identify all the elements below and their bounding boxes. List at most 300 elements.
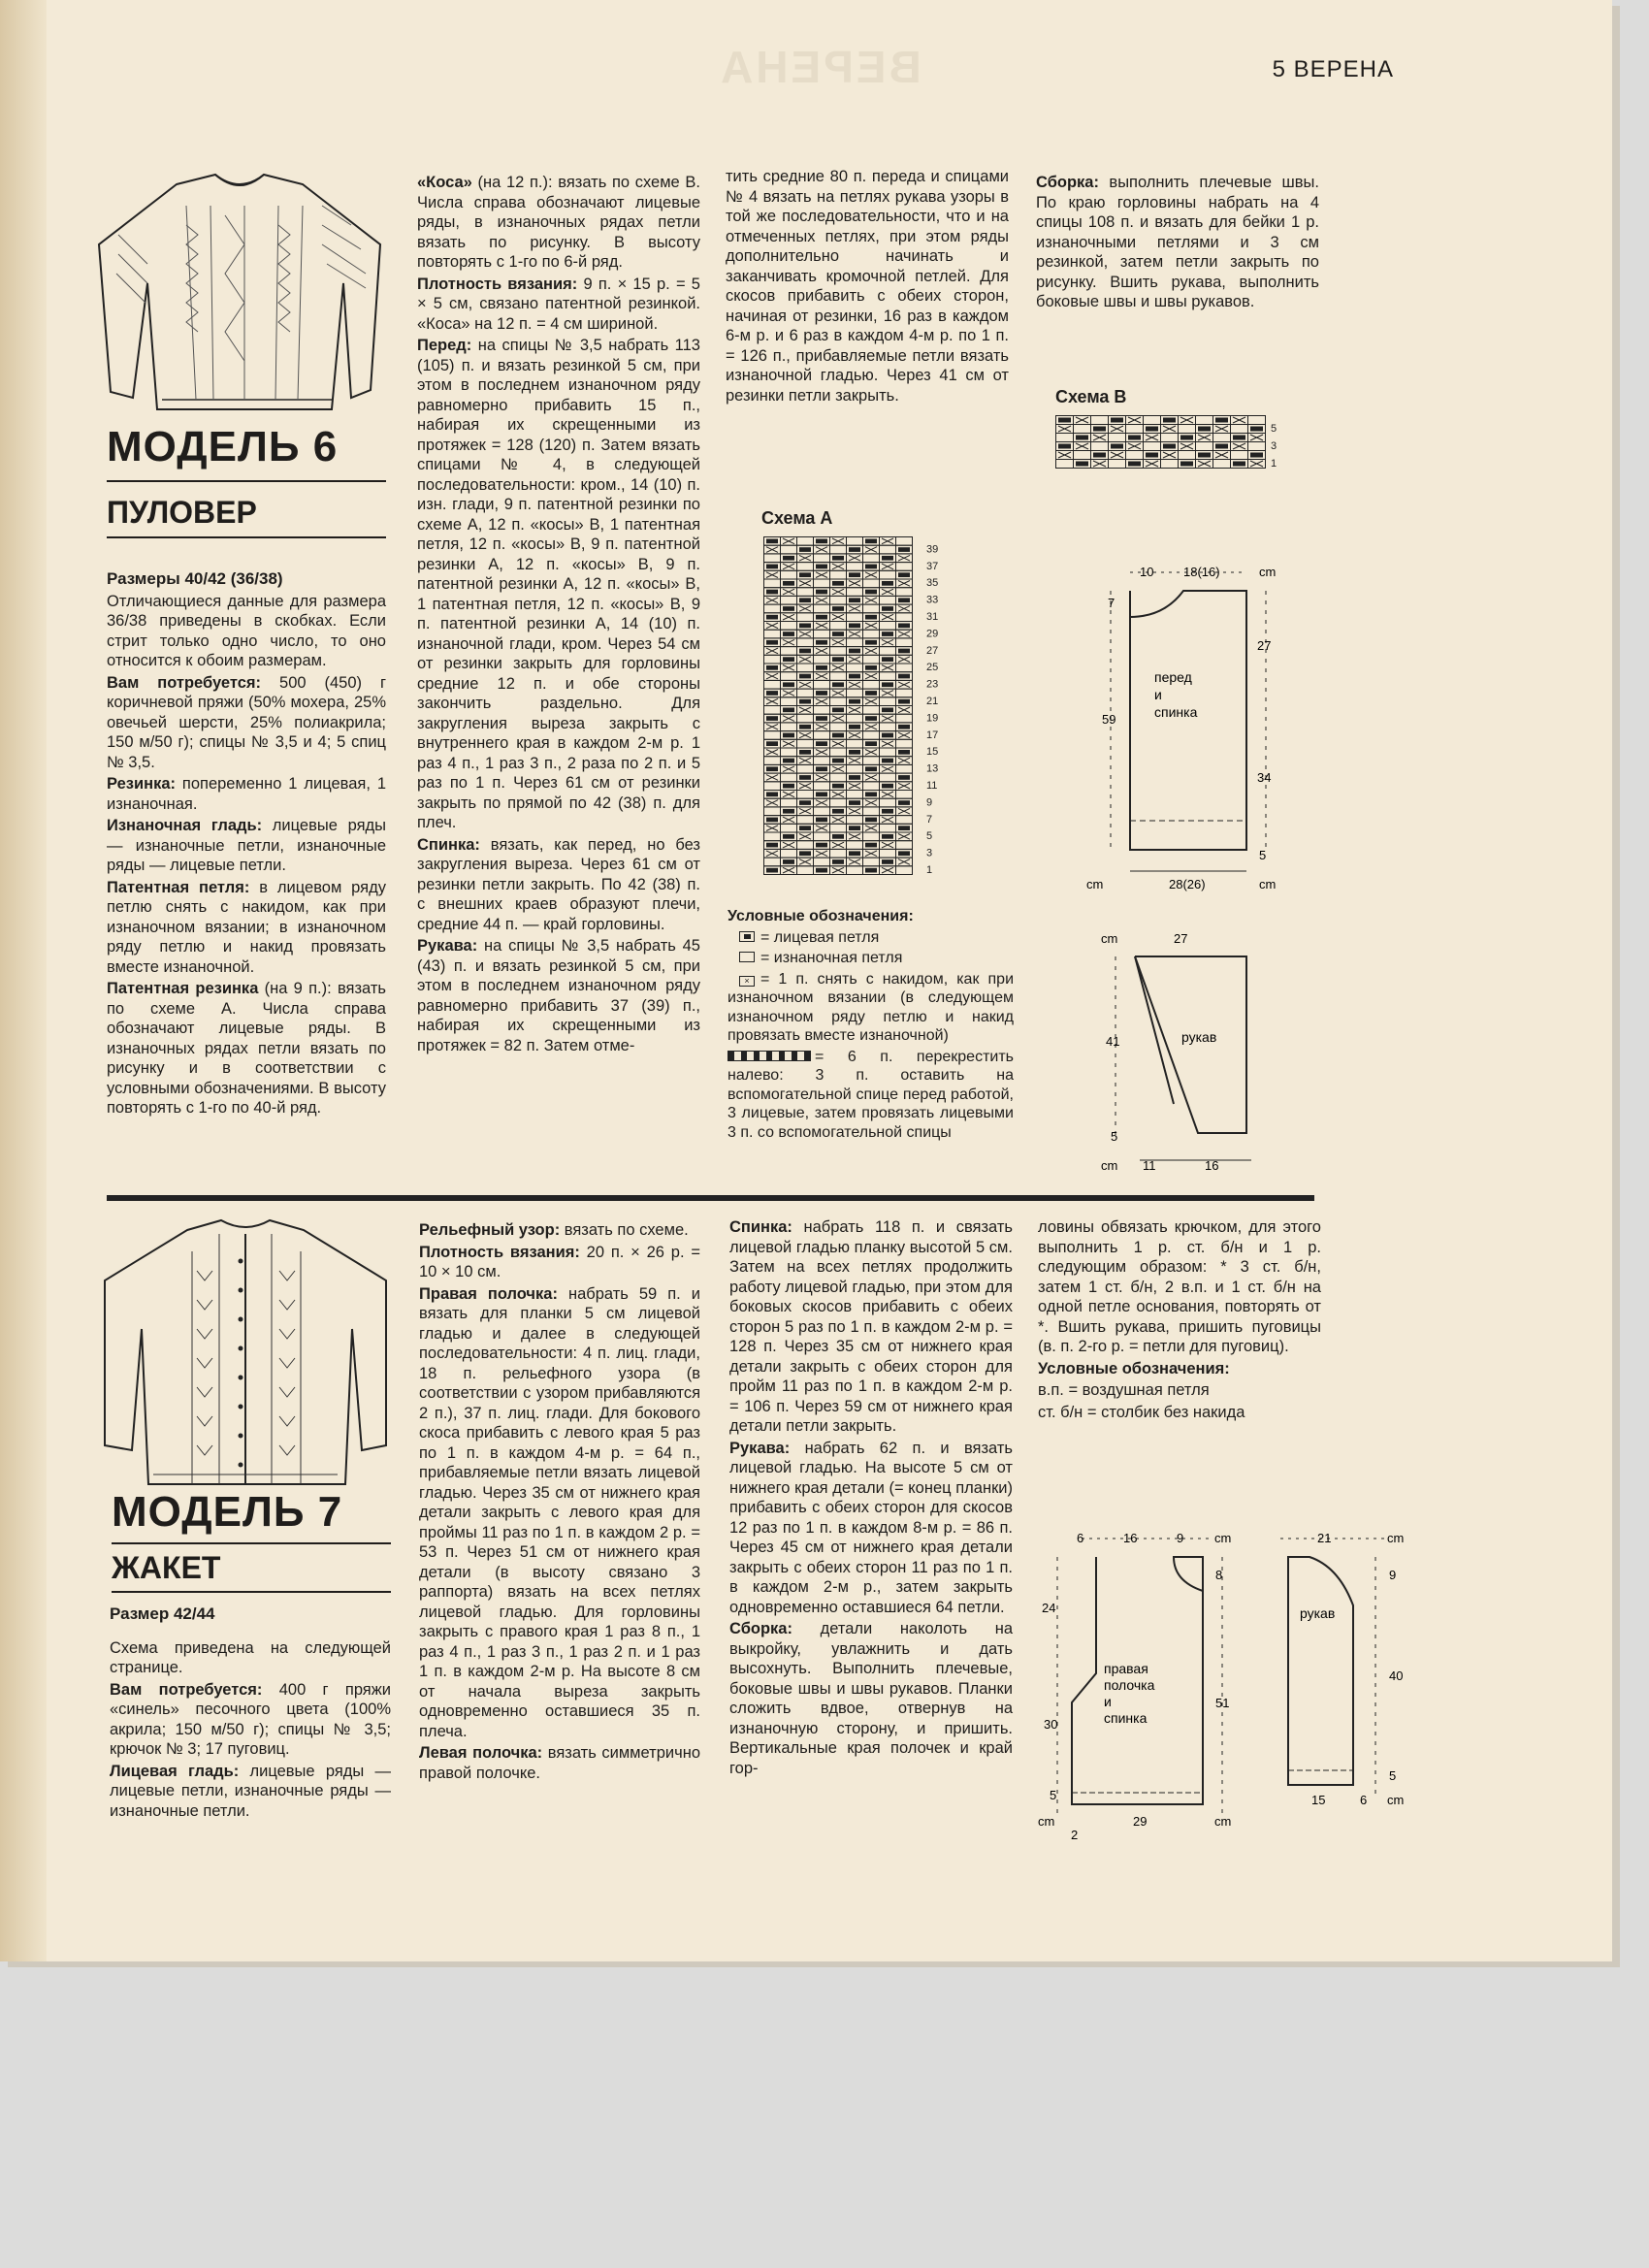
- knit-mark: [766, 716, 778, 721]
- grid-cell: [896, 563, 913, 571]
- knit-mark: [865, 716, 877, 721]
- knit-mark: [1233, 462, 1245, 467]
- knit-mark: [898, 699, 910, 704]
- knit-mark: [816, 640, 827, 645]
- knit-mark: [832, 556, 844, 561]
- grid-cell: [764, 630, 781, 638]
- grid-cell: [781, 596, 797, 604]
- grid-cell: [863, 630, 880, 638]
- knit-mark: [783, 834, 794, 839]
- grid-cell: [863, 782, 880, 791]
- knit-mark: [849, 851, 860, 856]
- paragraph-text: вязать, как перед, но без закругления выреза. Через 61 см от резинки петли закрыть. По 42 (38) п. с внешних краев образуют плечи, средние 44 п. — край горловины.: [417, 835, 700, 933]
- paragraph-heading: Рукава:: [729, 1439, 791, 1457]
- grid-cell: [847, 563, 863, 571]
- grid-cell: [1091, 442, 1109, 451]
- knit-mark: [882, 708, 893, 713]
- paragraph-heading: Сборка:: [729, 1620, 792, 1637]
- grid-cell: [847, 689, 863, 697]
- knit-mark: [766, 615, 778, 620]
- knit-mark: [1163, 418, 1176, 423]
- dim-label: 16: [1123, 1531, 1138, 1545]
- knit-mark: [1076, 462, 1088, 467]
- grid-cell: [896, 689, 913, 697]
- knit-mark: [865, 818, 877, 823]
- paragraph-text: лицевые ряды — лицевые петли, изнаночные ряды — изнаночные петли.: [110, 1762, 391, 1820]
- grid-cell: [863, 554, 880, 563]
- dim-label: cm: [1101, 931, 1118, 946]
- row-number: 11: [926, 780, 938, 792]
- paragraph-text: ст. б/н = столбик без накида: [1038, 1403, 1245, 1421]
- paragraph-text: вязать по схеме.: [560, 1221, 689, 1239]
- row-number: 23: [926, 678, 939, 691]
- knit-mark: [766, 793, 778, 797]
- knit-mark: [849, 775, 860, 780]
- grid-cell: [863, 858, 880, 866]
- paragraph-text: лицевые ряды — изнаночные петли, изнаночные ряды — лицевые петли.: [107, 817, 386, 874]
- grid-cell: [863, 579, 880, 588]
- grid-cell: [847, 638, 863, 647]
- model7-column-2: [419, 1220, 700, 1785]
- piece-label: правая: [1104, 1661, 1148, 1676]
- grid-cell: [1126, 425, 1144, 434]
- paragraph-text: 500 (450) г коричневой пряжи (50% мохера, 25% овечьей шерсти, 25% полиакрила; 150 м/50 г); спицы № 3,5 и 4; 5 спиц № 3,5.: [107, 673, 386, 771]
- row-number: 3: [1271, 440, 1277, 452]
- knit-mark: [849, 649, 860, 654]
- paragraph-heading: Рельефный узор:: [419, 1221, 561, 1239]
- dim-label: 30: [1044, 1717, 1058, 1732]
- paragraph: [1038, 1380, 1321, 1401]
- paragraph-text: ловины обвязать крючком, для этого выполнить 1 р. ст. б/н и 1 р. следующим образом: * 3 ст. б/н, затем 1 ст. б/н, 2 в.п. и 1 ст. б/н на одной петле основания, повторять от *. Вшить рукава, пришить пуговицы (в. п. 2-го р. = петли для пуговиц).: [1038, 1218, 1321, 1355]
- grid-cell: [880, 748, 896, 757]
- knit-mark: [799, 851, 811, 856]
- bleed-through-text: ВЕРЕНА: [718, 42, 922, 92]
- dim-label: 27: [1257, 638, 1272, 653]
- model7-sleeve-pattern: [1271, 1523, 1431, 1814]
- row-number: 33: [926, 594, 939, 606]
- model6-sleeve-pattern: [1096, 929, 1290, 1177]
- divider: [112, 1591, 391, 1593]
- dim-label: cm: [1387, 1531, 1405, 1545]
- knit-mark: [1093, 453, 1106, 458]
- model6-subtitle: ПУЛОВЕР: [107, 495, 257, 530]
- grid-cell: [847, 613, 863, 622]
- row-number: 5: [926, 830, 933, 843]
- grid-cell: [847, 739, 863, 748]
- paragraph-heading: Изнаночная гладь:: [107, 817, 263, 834]
- knit-mark: [832, 632, 844, 636]
- knit-mark: [1128, 436, 1141, 440]
- knit-mark: [865, 793, 877, 797]
- divider: [107, 480, 386, 482]
- grid-cell: [797, 537, 814, 546]
- grid-cell: [863, 604, 880, 613]
- row-number: 21: [926, 696, 939, 707]
- jacket-illustration: [95, 1213, 396, 1494]
- knit-mark: [898, 750, 910, 755]
- knit-mark: [783, 809, 794, 814]
- knit-mark: [882, 682, 893, 687]
- paragraph: [107, 979, 386, 1118]
- grid-cell: [1196, 416, 1213, 425]
- row-number: 5: [1271, 423, 1277, 435]
- knit-mark: [816, 766, 827, 771]
- grid-cell: [896, 816, 913, 825]
- knit-mark: [832, 657, 844, 662]
- row-number: 1: [1271, 458, 1277, 470]
- knit-mark: [766, 539, 778, 544]
- model6-sizes: Размеры 40/42 (36/38): [107, 569, 283, 588]
- grid-cell: [797, 791, 814, 799]
- knit-mark: [799, 699, 811, 704]
- knit-mark: [882, 834, 893, 839]
- knit-mark: [1146, 427, 1158, 432]
- knit-mark: [832, 708, 844, 713]
- grid-cell: [847, 841, 863, 850]
- paragraph-text: выполнить плечевые швы. По краю горловины набрать на 4 спицы 108 п. и вязать для бейки 1 р. изнаночными петлями и 3 см резинкой, затем петли закрыть по рисунку. Вшить рукава, выполнить боковые швы и швы рукавов.: [1036, 174, 1319, 310]
- knit-mark: [799, 750, 811, 755]
- knit-mark: [766, 565, 778, 569]
- grid-cell: [863, 680, 880, 689]
- knit-mark: [766, 868, 778, 873]
- paragraph: [110, 1680, 391, 1760]
- knit-mark: [766, 691, 778, 696]
- knit-mark: [832, 581, 844, 586]
- schema-a-label: Схема А: [761, 508, 833, 528]
- dim-label: 10: [1140, 565, 1154, 579]
- knit-mark: [849, 699, 860, 704]
- grid-cell: [880, 773, 896, 782]
- grid-cell: [781, 773, 797, 782]
- grid-cell: [1091, 416, 1109, 425]
- grid-cell: [814, 807, 830, 816]
- dim-label: 5: [1111, 1129, 1118, 1144]
- grid-cell: [830, 824, 847, 832]
- dim-label: cm: [1387, 1793, 1405, 1807]
- knit-mark: [832, 682, 844, 687]
- paragraph-text: Схема приведена на следующей странице.: [110, 1638, 391, 1676]
- knit-mark: [832, 759, 844, 763]
- knit-mark: [882, 733, 893, 738]
- grid-cell: [1231, 451, 1248, 460]
- grid-cell: [863, 807, 880, 816]
- knit-mark: [783, 556, 794, 561]
- legend-title: Условные обозначения:: [728, 908, 914, 924]
- knit-mark: [783, 784, 794, 789]
- knit-mark: [766, 640, 778, 645]
- knit-mark: [882, 859, 893, 864]
- grid-cell: [896, 764, 913, 773]
- knit-mark: [816, 539, 827, 544]
- schema-b-label: Схема В: [1055, 387, 1127, 406]
- dim-label: cm: [1259, 877, 1277, 891]
- divider: [107, 536, 386, 538]
- grid-cell: [863, 655, 880, 664]
- knit-mark: [816, 615, 827, 620]
- grid-cell: [880, 849, 896, 858]
- grid-cell: [797, 689, 814, 697]
- grid-cell: [764, 706, 781, 715]
- dim-label: 51: [1215, 1696, 1230, 1710]
- knit-mark: [882, 759, 893, 763]
- grid-cell: [896, 638, 913, 647]
- knit-mark: [865, 665, 877, 670]
- grid-cell: [814, 782, 830, 791]
- grid-cell: [797, 664, 814, 672]
- knit-mark: [766, 818, 778, 823]
- paragraph: [419, 1220, 700, 1241]
- knit-mark: [1163, 444, 1176, 449]
- knit-mark: [898, 547, 910, 552]
- grid-cell: [830, 622, 847, 631]
- dim-label: cm: [1038, 1814, 1055, 1829]
- model6-front-back-pattern: [1086, 559, 1300, 893]
- grid-cell: [830, 672, 847, 681]
- grid-cell: [830, 723, 847, 731]
- knit-mark: [865, 691, 877, 696]
- model6-column-1: [107, 569, 386, 1120]
- grid-cell: [814, 757, 830, 765]
- grid-cell: [781, 647, 797, 656]
- piece-label: спинка: [1154, 704, 1198, 720]
- piece-label: перед: [1154, 669, 1192, 685]
- row-number: 17: [926, 729, 939, 741]
- paragraph-text: детали наколоть на выкройку, увлажнить и дать высохнуть. Выполнить плечевые, боковые швы и швы рукавов. Планки сложить вдвое, отвернув на изнаночную сторону, и пришить. Вертикальные края полочек и край гор-: [729, 1620, 1013, 1777]
- grid-cell: [847, 537, 863, 546]
- grid-cell: [830, 697, 847, 706]
- grid-cell: [896, 841, 913, 850]
- grid-cell: [781, 824, 797, 832]
- paragraph: [1036, 173, 1319, 312]
- dim-label: 24: [1042, 1601, 1056, 1615]
- grid-cell: [847, 664, 863, 672]
- grid-cell: [896, 537, 913, 546]
- knit-mark: [1198, 453, 1211, 458]
- dim-label: 8: [1215, 1568, 1223, 1582]
- knit-mark: [783, 581, 794, 586]
- knit-mark: [766, 766, 778, 771]
- grid-cell: [764, 731, 781, 740]
- dim-label: 21: [1317, 1531, 1332, 1545]
- model7-subtitle: ЖАКЕТ: [112, 1550, 221, 1585]
- schema-a-grid: [763, 536, 957, 884]
- grid-cell: [764, 858, 781, 866]
- grid-cell: [797, 764, 814, 773]
- dim-label: cm: [1214, 1814, 1232, 1829]
- knit-mark: [783, 606, 794, 611]
- knit-mark: [799, 775, 811, 780]
- paragraph-text: набрать 118 п. и связать лицевой гладью планку высотой 5 см. Затем на всех петлях продолжить работу лицевой гладью, при этом для боковых скосов прибавить с обеих сторон 5 раз по 1 п. в каждом 2-м р. = 128 п. Через 35 см от нижнего края детали закрыть с обеих сторон для пройм 11 раз по 1 п. в каждом 2-м р. = 106 п. Через 59 см от нижнего края детали петли закрыть.: [729, 1218, 1013, 1435]
- paragraph-text: 400 г пряжи «синель» песочного цвета (100% акрила; 150 м/50 г); спицы № 3,5; крючок № 3; 17 пуговиц.: [110, 1680, 391, 1758]
- knit-mark: [849, 826, 860, 830]
- legend-item: = 6 п. перекрестить налево: 3 п. оставить на вспомогательной спице перед работой, 3 лицевые, затем провязать лицевыми 3 п. со вспомогательной спицы: [728, 1048, 1014, 1141]
- grid-cell: [797, 563, 814, 571]
- model6-column-4: [1036, 173, 1319, 314]
- paragraph: [107, 774, 386, 814]
- paragraph-heading: «Коса»: [417, 174, 472, 191]
- grid-cell: [781, 849, 797, 858]
- dim-label: 59: [1102, 712, 1116, 727]
- piece-label: полочка: [1104, 1677, 1155, 1693]
- grid-cell: [880, 697, 896, 706]
- row-number: 35: [926, 577, 939, 590]
- grid-cell: [896, 588, 913, 597]
- knit-mark: [865, 615, 877, 620]
- dim-label: 9: [1389, 1568, 1397, 1582]
- knit-mark: [882, 657, 893, 662]
- grid-cell: [830, 596, 847, 604]
- legend-item: = лицевая петля: [760, 928, 880, 946]
- paragraph-text: (на 9 п.): вязать по схеме А. Числа справа обозначают лицевые ряды. В изнаночных рядах петли вязать по рисунку и в соответствии с условными обозначениями. В высоту повторять с 1-го по 40-й ряд.: [107, 980, 386, 1117]
- knit-mark: [1180, 462, 1193, 467]
- knit-mark: [816, 741, 827, 746]
- paragraph-text: Отличающиеся данные для размера 36/38 приведены в скобках. Если стрит только одно число, то оно относится к обоим размерам.: [107, 592, 386, 669]
- dim-label: 15: [1311, 1793, 1326, 1807]
- paragraph-text: на спицы № 3,5 набрать 45 (43) п. и вязать резинкой 5 см, при этом в последнем изнаночном ряду равномерно прибавить 37 (39) п., набирая их скрещенными из протяжек = 82 п. Затем отме-: [417, 937, 700, 1054]
- grid-cell: [814, 655, 830, 664]
- paragraph-heading: Патентная петля:: [107, 878, 250, 896]
- grid-cell: [830, 773, 847, 782]
- paragraph-text: тить средние 80 п. переда и спицами № 4 вязать на петлях рукава узоры в той же последовательности, что и на отмеченных петлях, при этом ряды дополнительно начинать и заканчивать кромочной петлей. Для скосов прибавить с обеих сторон, начиная от резинки, 16 раз в каждом 6-м р. и 6 раз в каждом 4-м р. по 1 п. = 126 п., прибавляемые петли вязать изнаночной гладью. Через 41 см от резинки петли закрыть.: [726, 168, 1009, 405]
- knit-mark: [799, 598, 811, 602]
- knit-mark: [898, 800, 910, 805]
- knit-mark: [849, 547, 860, 552]
- knit-mark: [783, 682, 794, 687]
- paragraph: [419, 1284, 700, 1742]
- piece-label: рукав: [1181, 1029, 1217, 1045]
- paragraph-text: на спицы № 3,5 набрать 113 (105) п. и вязать резинкой 5 см, при этом в последнем изнаночном ряду равномерно прибавить 15 п., набирая их скрещенными из протяжек = 128 (120) п. Затем вязать спицами № 4, в следующей последовательности: кром., 14 (10) п. изн. глади, 9 п. патентной резинки по схеме А, 12 п. «косы» В, 1 патентная петля, 12 п. «косы» В, 9 п. патентной резинки А, 12 п. «косы» В, 9 п. патентной резинки А, 12 п. «косы» В, 1 патентная петля, 12 п. «косы» В, 9 п. патентной резинки А, 14 (10) п. изнаночной глади, кром. Через 54 см от резинки закрыть для горловины средние 12 п. и обе стороны закончить раздельно. Для закругления выреза закрыть с внутреннего края в каждом 2-м р. 1 раз 4 п., 1 раз 3 п., 2 раза по 2 п. и 5 раз по 1 п. Через 61 см от резинки закрыть по прямой по 42 (38) п. для плеч.: [417, 337, 700, 831]
- knit-mark: [799, 624, 811, 629]
- knit-mark: [849, 725, 860, 729]
- grid-cell: [814, 579, 830, 588]
- dim-label: 5: [1259, 848, 1267, 862]
- knit-mark: [799, 547, 811, 552]
- knit-mark: [849, 598, 860, 602]
- grid-cell: [781, 570, 797, 579]
- page-header: 5 ВЕРЕНА: [1272, 56, 1394, 82]
- row-number: 19: [926, 712, 939, 725]
- knit-mark: [816, 691, 827, 696]
- grid-cell: [1126, 451, 1144, 460]
- grid-cell: [814, 832, 830, 841]
- knit-mark: [832, 733, 844, 738]
- grid-cell: [814, 554, 830, 563]
- section-divider: [107, 1195, 1314, 1201]
- grid-cell: [781, 748, 797, 757]
- paragraph: [107, 592, 386, 671]
- paragraph-heading: Плотность вязания:: [417, 275, 578, 293]
- purl-stitch-icon: [739, 952, 755, 962]
- paragraph: [417, 173, 700, 273]
- grid-cell: [1074, 425, 1091, 434]
- grid-cell: [880, 824, 896, 832]
- grid-cell: [781, 672, 797, 681]
- paragraph-text: попеременно 1 лицевая, 1 изнаночная.: [107, 775, 386, 813]
- knit-mark: [1058, 444, 1071, 449]
- paragraph-heading: Патентная резинка: [107, 980, 259, 997]
- paragraph-heading: Вам потребуется:: [110, 1680, 263, 1699]
- knit-mark: [832, 859, 844, 864]
- knit-mark: [1093, 427, 1106, 432]
- grid-cell: [1161, 460, 1179, 469]
- knit-mark: [882, 581, 893, 586]
- paragraph: [107, 816, 386, 876]
- row-number: 31: [926, 611, 939, 623]
- knit-mark: [1146, 453, 1158, 458]
- knit-mark: [865, 640, 877, 645]
- paragraph-heading: Резинка:: [107, 775, 177, 793]
- dim-label: 9: [1177, 1531, 1184, 1545]
- paragraph: [417, 336, 700, 833]
- dim-label: 40: [1389, 1669, 1404, 1683]
- grid-cell: [830, 545, 847, 554]
- paragraph-text: в.п. = воздушная петля: [1038, 1381, 1210, 1399]
- row-number: 7: [926, 813, 933, 826]
- dim-label: 2: [1071, 1828, 1079, 1842]
- knit-mark: [1111, 444, 1123, 449]
- grid-cell: [880, 622, 896, 631]
- knit-mark: [849, 572, 860, 577]
- grid-cell: [880, 723, 896, 731]
- knit-mark: [898, 674, 910, 679]
- knit-mark: [1215, 418, 1228, 423]
- grid-cell: [797, 866, 814, 875]
- paragraph-heading: Сборка:: [1036, 174, 1099, 191]
- knit-mark: [849, 624, 860, 629]
- knit-mark: [832, 784, 844, 789]
- dim-label: 6: [1360, 1793, 1368, 1807]
- dim-label: 11: [1143, 1158, 1156, 1173]
- knit-mark: [799, 572, 811, 577]
- knit-mark: [865, 590, 877, 595]
- knit-mark: [816, 716, 827, 721]
- dim-label: 29: [1133, 1814, 1148, 1829]
- grid-cell: [847, 588, 863, 597]
- knit-mark: [865, 565, 877, 569]
- row-number: 37: [926, 560, 939, 572]
- knit-mark: [816, 793, 827, 797]
- dim-label: 28(26): [1169, 877, 1206, 891]
- grid-cell: [1196, 442, 1213, 451]
- grid-cell: [814, 630, 830, 638]
- grid-cell: [880, 545, 896, 554]
- model7-sizes: Размер 42/44: [110, 1604, 215, 1623]
- grid-cell: [814, 731, 830, 740]
- knit-mark: [849, 750, 860, 755]
- grid-cell: [764, 579, 781, 588]
- grid-cell: [781, 697, 797, 706]
- knit-mark: [783, 733, 794, 738]
- grid-cell: [830, 570, 847, 579]
- grid-cell: [1144, 416, 1161, 425]
- model7-front-pattern: [1038, 1523, 1251, 1843]
- knit-mark: [898, 649, 910, 654]
- grid-cell: [814, 604, 830, 613]
- grid-cell: [896, 613, 913, 622]
- paragraph: [1038, 1217, 1321, 1357]
- grid-cell: [830, 647, 847, 656]
- paragraph: [729, 1439, 1013, 1618]
- divider: [112, 1542, 391, 1544]
- knit-mark: [783, 708, 794, 713]
- grid-cell: [1056, 460, 1074, 469]
- knit-mark: [783, 759, 794, 763]
- knit-mark: [816, 818, 827, 823]
- knit-mark: [898, 775, 910, 780]
- grid-cell: [863, 731, 880, 740]
- knit-mark: [1198, 427, 1211, 432]
- dim-label: 6: [1077, 1531, 1084, 1545]
